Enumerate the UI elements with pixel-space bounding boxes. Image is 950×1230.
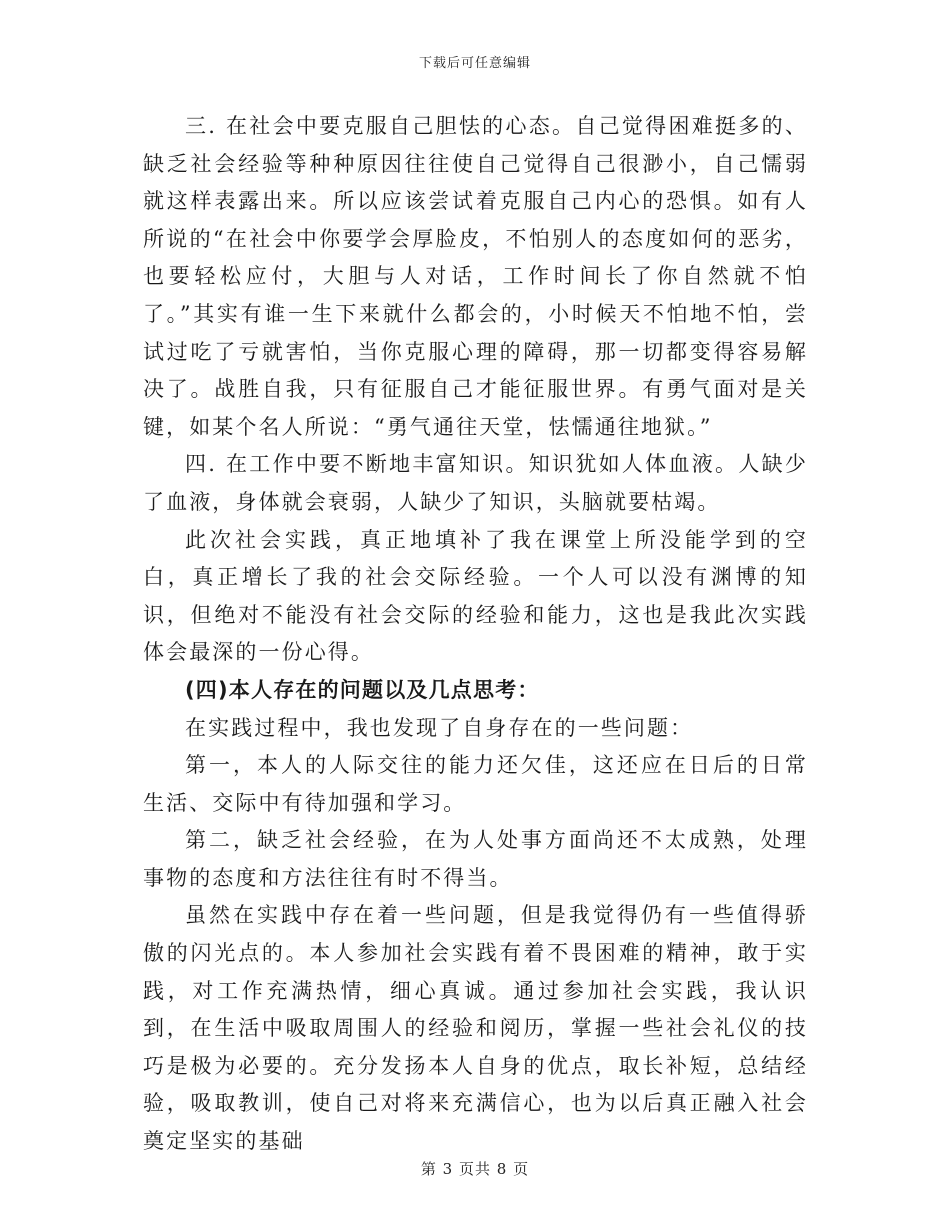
header-note: 下载后可任意编辑 [418, 56, 531, 71]
paragraph-overcome-timidity: 三. 在社会中要克服自己胆怯的心态。自己觉得困难挺多的、缺乏社会经验等种种原因往往使自己觉得自己很渺小，自己懦弱就这样表露出来。所以应该尝试着克服自己内心的恐惧。如有人所说的“在社会中你要学会厚脸皮，不怕别人的态度如何的恶劣，也要轻松应付，大胆与人对话，工作时间长了你自然就不怕了。”其实有谁一生下来就什么都会的，小时候天不怕地不怕，尝试过吃了亏就害怕，当你克服心理的障碍，那一切都变得容易解决了。战胜自我，只有征服自己才能征服世界。有勇气面对是关键，如某个名人所说：“勇气通往天堂，怯懦通往地狱。” [143, 114, 808, 439]
document-body [143, 108, 808, 1161]
paragraph-problem-second: 第二，缺乏社会经验，在为人处事方面尚还不太成熟，处理事物的态度和方法往往有时不得当。 [143, 828, 808, 890]
paragraph-enrich-knowledge: 四. 在工作中要不断地丰富知识。知识犹如人体血液。人缺少了血液，身体就会衰弱，人缺少了知识，头脑就要枯竭。 [143, 452, 808, 514]
paragraph-highlights: 虽然在实践中存在着一些问题，但是我觉得仍有一些值得骄傲的闪光点的。本人参加社会实践有着不畏困难的精神，敢于实践，对工作充满热情，细心真诚。通过参加社会实践，我认识到，在生活中吸取周围人的经验和阅历，掌握一些社会礼仪的技巧是极为必要的。充分发扬本人自身的优点，取长补短，总结经验，吸取教训，使自己对将来充满信心，也为以后真正融入社会奠定坚实的基础 [143, 903, 808, 1154]
paragraph-problem-first: 第一，本人的人际交往的能力还欠佳，这还应在日后的日常生活、交际中有待加强和学习。 [143, 753, 808, 815]
section-heading-problems: (四)本人存在的问题以及几点思考： [185, 677, 540, 702]
page-number: 第 3 页共 8 页 [420, 1160, 530, 1178]
paragraph-problems-intro: 在实践过程中，我也发现了自身存在的一些问题： [185, 715, 694, 740]
paragraph-practice-summary: 此次社会实践，真正地填补了我在课堂上所没能学到的空白，真正增长了我的社会交际经验。一个人可以没有渊博的知识，但绝对不能没有社会交际的经验和能力，这也是我此次实践体会最深的一份心得。 [143, 527, 808, 665]
